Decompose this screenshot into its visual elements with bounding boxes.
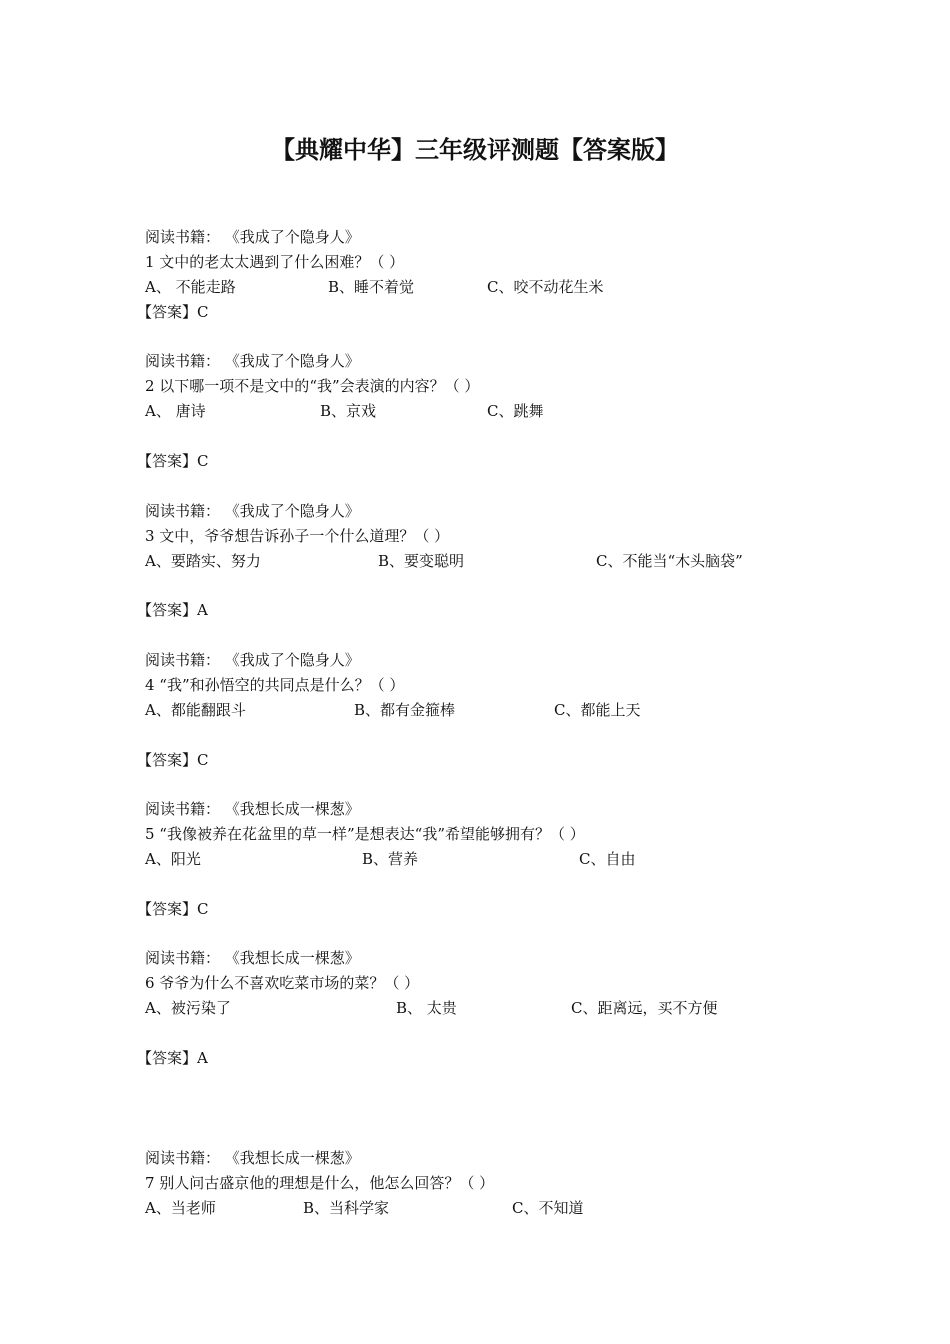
book-line: 阅读书籍： 《我想长成一棵葱》 — [145, 800, 360, 818]
book-line: 阅读书籍： 《我成了个隐身人》 — [145, 651, 360, 669]
option-a: A、都能翻跟斗 — [145, 701, 246, 719]
option-a: A、 不能走路 — [145, 278, 236, 296]
book-line: 阅读书籍： 《我想长成一棵葱》 — [145, 1149, 360, 1167]
question-text: 1 文中的老太太遇到了什么困难？（ ） — [145, 253, 405, 271]
option-a: A、当老师 — [145, 1199, 216, 1217]
option-b: B、要变聪明 — [378, 552, 465, 570]
question-text: 7 别人问古盛京他的理想是什么，他怎么回答？（ ） — [145, 1174, 495, 1192]
option-a: A、 唐诗 — [145, 402, 206, 420]
option-b: B、睡不着觉 — [328, 278, 415, 296]
question-text: 5 “我像被养在花盆里的草一样”是想表达“我”希望能够拥有？（ ） — [145, 825, 585, 843]
question-text: 2 以下哪一项不是文中的“我”会表演的内容？（ ） — [145, 377, 480, 395]
option-b: B、都有金箍棒 — [354, 701, 456, 719]
answer: 【答案】A — [137, 601, 208, 619]
option-c: C、咬不动花生米 — [487, 278, 604, 296]
option-b: B、 太贵 — [396, 999, 457, 1017]
question-text: 4 “我”和孙悟空的共同点是什么？（ ） — [145, 676, 405, 694]
option-a: A、要踏实、努力 — [145, 552, 261, 570]
question-text: 6 爷爷为什么不喜欢吃菜市场的菜？（ ） — [145, 974, 420, 992]
book-line: 阅读书籍： 《我成了个隐身人》 — [145, 502, 360, 520]
option-a: A、阳光 — [145, 850, 201, 868]
option-b: B、营养 — [362, 850, 419, 868]
option-b: B、当科学家 — [303, 1199, 390, 1217]
answer: 【答案】C — [137, 900, 209, 918]
answer: 【答案】C — [137, 452, 209, 470]
book-line: 阅读书籍： 《我成了个隐身人》 — [145, 228, 360, 246]
question-text: 3 文中，爷爷想告诉孙子一个什么道理？（ ） — [145, 527, 450, 545]
option-a: A、被污染了 — [145, 999, 231, 1017]
answer: 【答案】C — [137, 303, 209, 321]
option-c: C、不能当“木头脑袋” — [596, 552, 743, 570]
option-b: B、京戏 — [320, 402, 377, 420]
answer: 【答案】A — [137, 1049, 208, 1067]
option-c: C、距离远，买不方便 — [571, 999, 718, 1017]
option-c: C、都能上天 — [554, 701, 641, 719]
option-c: C、跳舞 — [487, 402, 544, 420]
answer: 【答案】C — [137, 751, 209, 769]
document-title: 【典耀中华】三年级评测题【答案版】 — [271, 136, 679, 164]
book-line: 阅读书籍： 《我成了个隐身人》 — [145, 352, 360, 370]
option-c: C、自由 — [579, 850, 636, 868]
book-line: 阅读书籍： 《我想长成一棵葱》 — [145, 949, 360, 967]
option-c: C、不知道 — [512, 1199, 584, 1217]
